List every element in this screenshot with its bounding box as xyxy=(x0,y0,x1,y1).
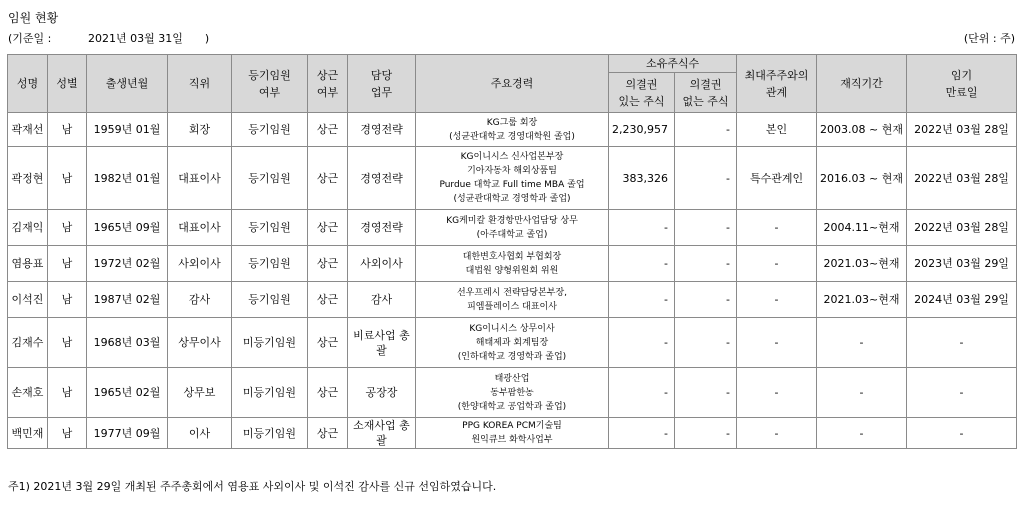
cell-term-end: 2022년 03월 28일 xyxy=(907,113,1017,147)
cell-gender: 남 xyxy=(48,246,87,282)
career-line: (성균관대학교 경영학과 졸업) xyxy=(453,194,571,204)
career-line: 대한변호사협회 부협회장 xyxy=(462,251,562,262)
cell-birth: 1959년 01월 xyxy=(87,113,168,147)
cell-nonvoting: - xyxy=(675,282,737,318)
cell-relation: - xyxy=(737,210,817,246)
cell-career xyxy=(416,147,609,210)
col-relation-1: 최대주주와의 xyxy=(744,68,809,82)
cell-fulltime: 상근 xyxy=(308,113,348,147)
base-date-close: ) xyxy=(204,32,210,45)
footnote: 주1) 2021년 3월 29일 개최된 주주총회에서 염용표 사외이사 및 이석진 감사를 신규 선임하였습니다. xyxy=(8,480,497,493)
cell-term-end: - xyxy=(907,368,1017,418)
cell-voting: - xyxy=(609,368,675,418)
cell-nonvoting: - xyxy=(675,318,737,368)
career-line: KG이니시스 상무이사 xyxy=(469,323,555,334)
cell-nonvoting: - xyxy=(675,418,737,449)
career-line: KG그룹 회장 xyxy=(486,117,538,128)
col-relation-2: 관계 xyxy=(765,85,788,99)
cell-fulltime: 상근 xyxy=(308,210,348,246)
col-nonvoting-2: 없는 주식 xyxy=(682,94,729,108)
cell-tenure: 2021.03~현재 xyxy=(817,282,907,318)
base-date xyxy=(8,30,209,46)
cell-gender: 남 xyxy=(48,210,87,246)
career-line: 원익큐브 화학사업부 xyxy=(471,435,553,445)
cell-career xyxy=(416,368,609,418)
career-line: 선우프레시 전략담당본부장, xyxy=(456,287,568,298)
cell-voting: - xyxy=(609,246,675,282)
cell-position: 상무이사 xyxy=(168,318,232,368)
cell-position: 대표이사 xyxy=(168,147,232,210)
table-row xyxy=(8,282,1017,318)
cell-fulltime: 상근 xyxy=(308,246,348,282)
cell-fulltime: 상근 xyxy=(308,147,348,210)
cell-duty: 소재사업 총괄 xyxy=(348,418,416,449)
cell-tenure: 2016.03 ~ 현재 xyxy=(817,147,907,210)
cell-relation: - xyxy=(737,418,817,449)
cell-nonvoting: - xyxy=(675,147,737,210)
table-row xyxy=(8,210,1017,246)
cell-term-end: - xyxy=(907,318,1017,368)
col-shares-group: 소유주식수 xyxy=(609,55,737,73)
col-term-2: 만료일 xyxy=(945,85,978,99)
cell-name: 곽재선 xyxy=(8,113,48,147)
col-gender: 성별 xyxy=(48,55,87,113)
cell-name: 염용표 xyxy=(8,246,48,282)
cell-registered: 미등기임원 xyxy=(232,418,308,449)
cell-duty: 사외이사 xyxy=(348,246,416,282)
cell-tenure: - xyxy=(817,368,907,418)
cell-birth: 1965년 09월 xyxy=(87,210,168,246)
cell-name: 김재익 xyxy=(8,210,48,246)
career-line: KG케미칼 환경항만사업담당 상무 xyxy=(446,215,578,226)
cell-gender: 남 xyxy=(48,282,87,318)
cell-relation: - xyxy=(737,282,817,318)
career-line: 기아자동차 해외상품팀 xyxy=(467,166,557,176)
cell-tenure: 2003.08 ~ 현재 xyxy=(817,113,907,147)
cell-voting: - xyxy=(609,210,675,246)
cell-gender: 남 xyxy=(48,368,87,418)
cell-name: 백민재 xyxy=(8,418,48,449)
cell-position: 대표이사 xyxy=(168,210,232,246)
career-line: 태광산업 xyxy=(494,373,530,384)
career-line: (한양대학교 공업학과 졸업) xyxy=(457,401,567,412)
cell-duty: 경영전략 xyxy=(348,147,416,210)
career-line: KG이니시스 신사업본부장 xyxy=(460,152,564,162)
career-line: PPG KOREA PCM기술팀 xyxy=(462,421,562,431)
col-duty-1: 담당 xyxy=(370,68,393,82)
cell-registered: 등기임원 xyxy=(232,246,308,282)
cell-term-end: 2022년 03월 28일 xyxy=(907,147,1017,210)
cell-duty: 감사 xyxy=(348,282,416,318)
cell-career xyxy=(416,210,609,246)
cell-gender: 남 xyxy=(48,147,87,210)
col-registered xyxy=(232,55,308,113)
cell-relation: - xyxy=(737,318,817,368)
col-term xyxy=(907,55,1017,113)
cell-term-end: 2022년 03월 28일 xyxy=(907,210,1017,246)
cell-tenure: - xyxy=(817,418,907,449)
cell-duty: 비료사업 총괄 xyxy=(348,318,416,368)
cell-name: 곽정현 xyxy=(8,147,48,210)
career-line: Purdue 대학교 Full time MBA 졸업 xyxy=(439,180,585,190)
col-voting xyxy=(609,73,675,113)
cell-voting: 2,230,957 xyxy=(609,113,675,147)
col-term-1: 임기 xyxy=(950,68,973,82)
table-row xyxy=(8,418,1017,449)
unit-label: (단위 : 주) xyxy=(963,32,1015,45)
cell-career xyxy=(416,282,609,318)
base-date-value: 2021년 03월 31일 xyxy=(88,32,183,45)
cell-tenure: 2004.11~현재 xyxy=(817,210,907,246)
cell-registered: 등기임원 xyxy=(232,210,308,246)
col-fulltime-1: 상근 xyxy=(316,68,339,82)
base-date-label: (기준일 : xyxy=(8,32,52,45)
cell-tenure: 2021.03~현재 xyxy=(817,246,907,282)
cell-registered: 등기임원 xyxy=(232,147,308,210)
career-line: 동부팜한농 xyxy=(490,387,534,398)
cell-gender: 남 xyxy=(48,113,87,147)
col-voting-1: 의결권 xyxy=(625,77,658,91)
cell-career xyxy=(416,113,609,147)
cell-career xyxy=(416,418,609,449)
executives-table xyxy=(7,54,1017,449)
cell-position: 사외이사 xyxy=(168,246,232,282)
cell-gender: 남 xyxy=(48,318,87,368)
cell-career xyxy=(416,318,609,368)
career-line: 피엠플레이스 대표이사 xyxy=(467,301,557,312)
cell-name: 손재호 xyxy=(8,368,48,418)
cell-term-end: 2024년 03월 29일 xyxy=(907,282,1017,318)
table-row xyxy=(8,147,1017,210)
col-fulltime xyxy=(308,55,348,113)
col-voting-2: 있는 주식 xyxy=(618,94,665,108)
col-registered-2: 여부 xyxy=(258,85,281,99)
cell-registered: 등기임원 xyxy=(232,113,308,147)
col-nonvoting-1: 의결권 xyxy=(689,77,722,91)
col-duty xyxy=(348,55,416,113)
cell-relation: - xyxy=(737,246,817,282)
career-line: (성균관대학교 경영대학원 졸업) xyxy=(449,131,575,142)
cell-birth: 1965년 02월 xyxy=(87,368,168,418)
cell-name: 김재수 xyxy=(8,318,48,368)
cell-nonvoting: - xyxy=(675,210,737,246)
career-line: 해태제과 회계팀장 xyxy=(475,337,549,348)
cell-name: 이석진 xyxy=(8,282,48,318)
cell-fulltime: 상근 xyxy=(308,282,348,318)
cell-fulltime: 상근 xyxy=(308,318,348,368)
cell-position: 상무보 xyxy=(168,368,232,418)
cell-career xyxy=(416,246,609,282)
career-line: (아주대학교 졸업) xyxy=(476,229,548,240)
cell-voting: - xyxy=(609,282,675,318)
cell-duty: 공장장 xyxy=(348,368,416,418)
col-nonvoting xyxy=(675,73,737,113)
cell-term-end: - xyxy=(907,418,1017,449)
cell-fulltime: 상근 xyxy=(308,418,348,449)
cell-nonvoting: - xyxy=(675,368,737,418)
cell-registered: 등기임원 xyxy=(232,282,308,318)
table-row xyxy=(8,368,1017,418)
col-relation xyxy=(737,55,817,113)
col-registered-1: 등기임원 xyxy=(248,68,291,82)
cell-registered: 미등기임원 xyxy=(232,368,308,418)
career-line: (인하대학교 경영학과 졸업) xyxy=(457,351,567,362)
cell-tenure: - xyxy=(817,318,907,368)
cell-term-end: 2023년 03월 29일 xyxy=(907,246,1017,282)
cell-relation: 특수관계인 xyxy=(737,147,817,210)
cell-position: 이사 xyxy=(168,418,232,449)
cell-voting: - xyxy=(609,418,675,449)
table-row xyxy=(8,246,1017,282)
col-fulltime-2: 여부 xyxy=(316,85,339,99)
cell-voting: 383,326 xyxy=(609,147,675,210)
cell-position: 회장 xyxy=(168,113,232,147)
col-name: 성명 xyxy=(8,55,48,113)
cell-birth: 1968년 03월 xyxy=(87,318,168,368)
cell-birth: 1972년 02월 xyxy=(87,246,168,282)
cell-birth: 1982년 01월 xyxy=(87,147,168,210)
cell-birth: 1977년 09월 xyxy=(87,418,168,449)
cell-registered: 미등기임원 xyxy=(232,318,308,368)
cell-nonvoting: - xyxy=(675,113,737,147)
col-position: 직위 xyxy=(168,55,232,113)
cell-voting: - xyxy=(609,318,675,368)
cell-relation: - xyxy=(737,368,817,418)
page-title: 임원 현황 xyxy=(8,11,59,25)
cell-nonvoting: - xyxy=(675,246,737,282)
cell-position: 감사 xyxy=(168,282,232,318)
cell-duty: 경영전략 xyxy=(348,210,416,246)
col-duty-2: 업무 xyxy=(370,85,393,99)
cell-birth: 1987년 02월 xyxy=(87,282,168,318)
table-row xyxy=(8,318,1017,368)
col-tenure: 재직기간 xyxy=(817,55,907,113)
career-line: 대법원 양형위원회 위원 xyxy=(465,265,559,276)
cell-duty: 경영전략 xyxy=(348,113,416,147)
cell-relation: 본인 xyxy=(737,113,817,147)
table-row xyxy=(8,113,1017,147)
cell-gender: 남 xyxy=(48,418,87,449)
cell-fulltime: 상근 xyxy=(308,368,348,418)
col-birth: 출생년월 xyxy=(87,55,168,113)
col-career: 주요경력 xyxy=(416,55,609,113)
